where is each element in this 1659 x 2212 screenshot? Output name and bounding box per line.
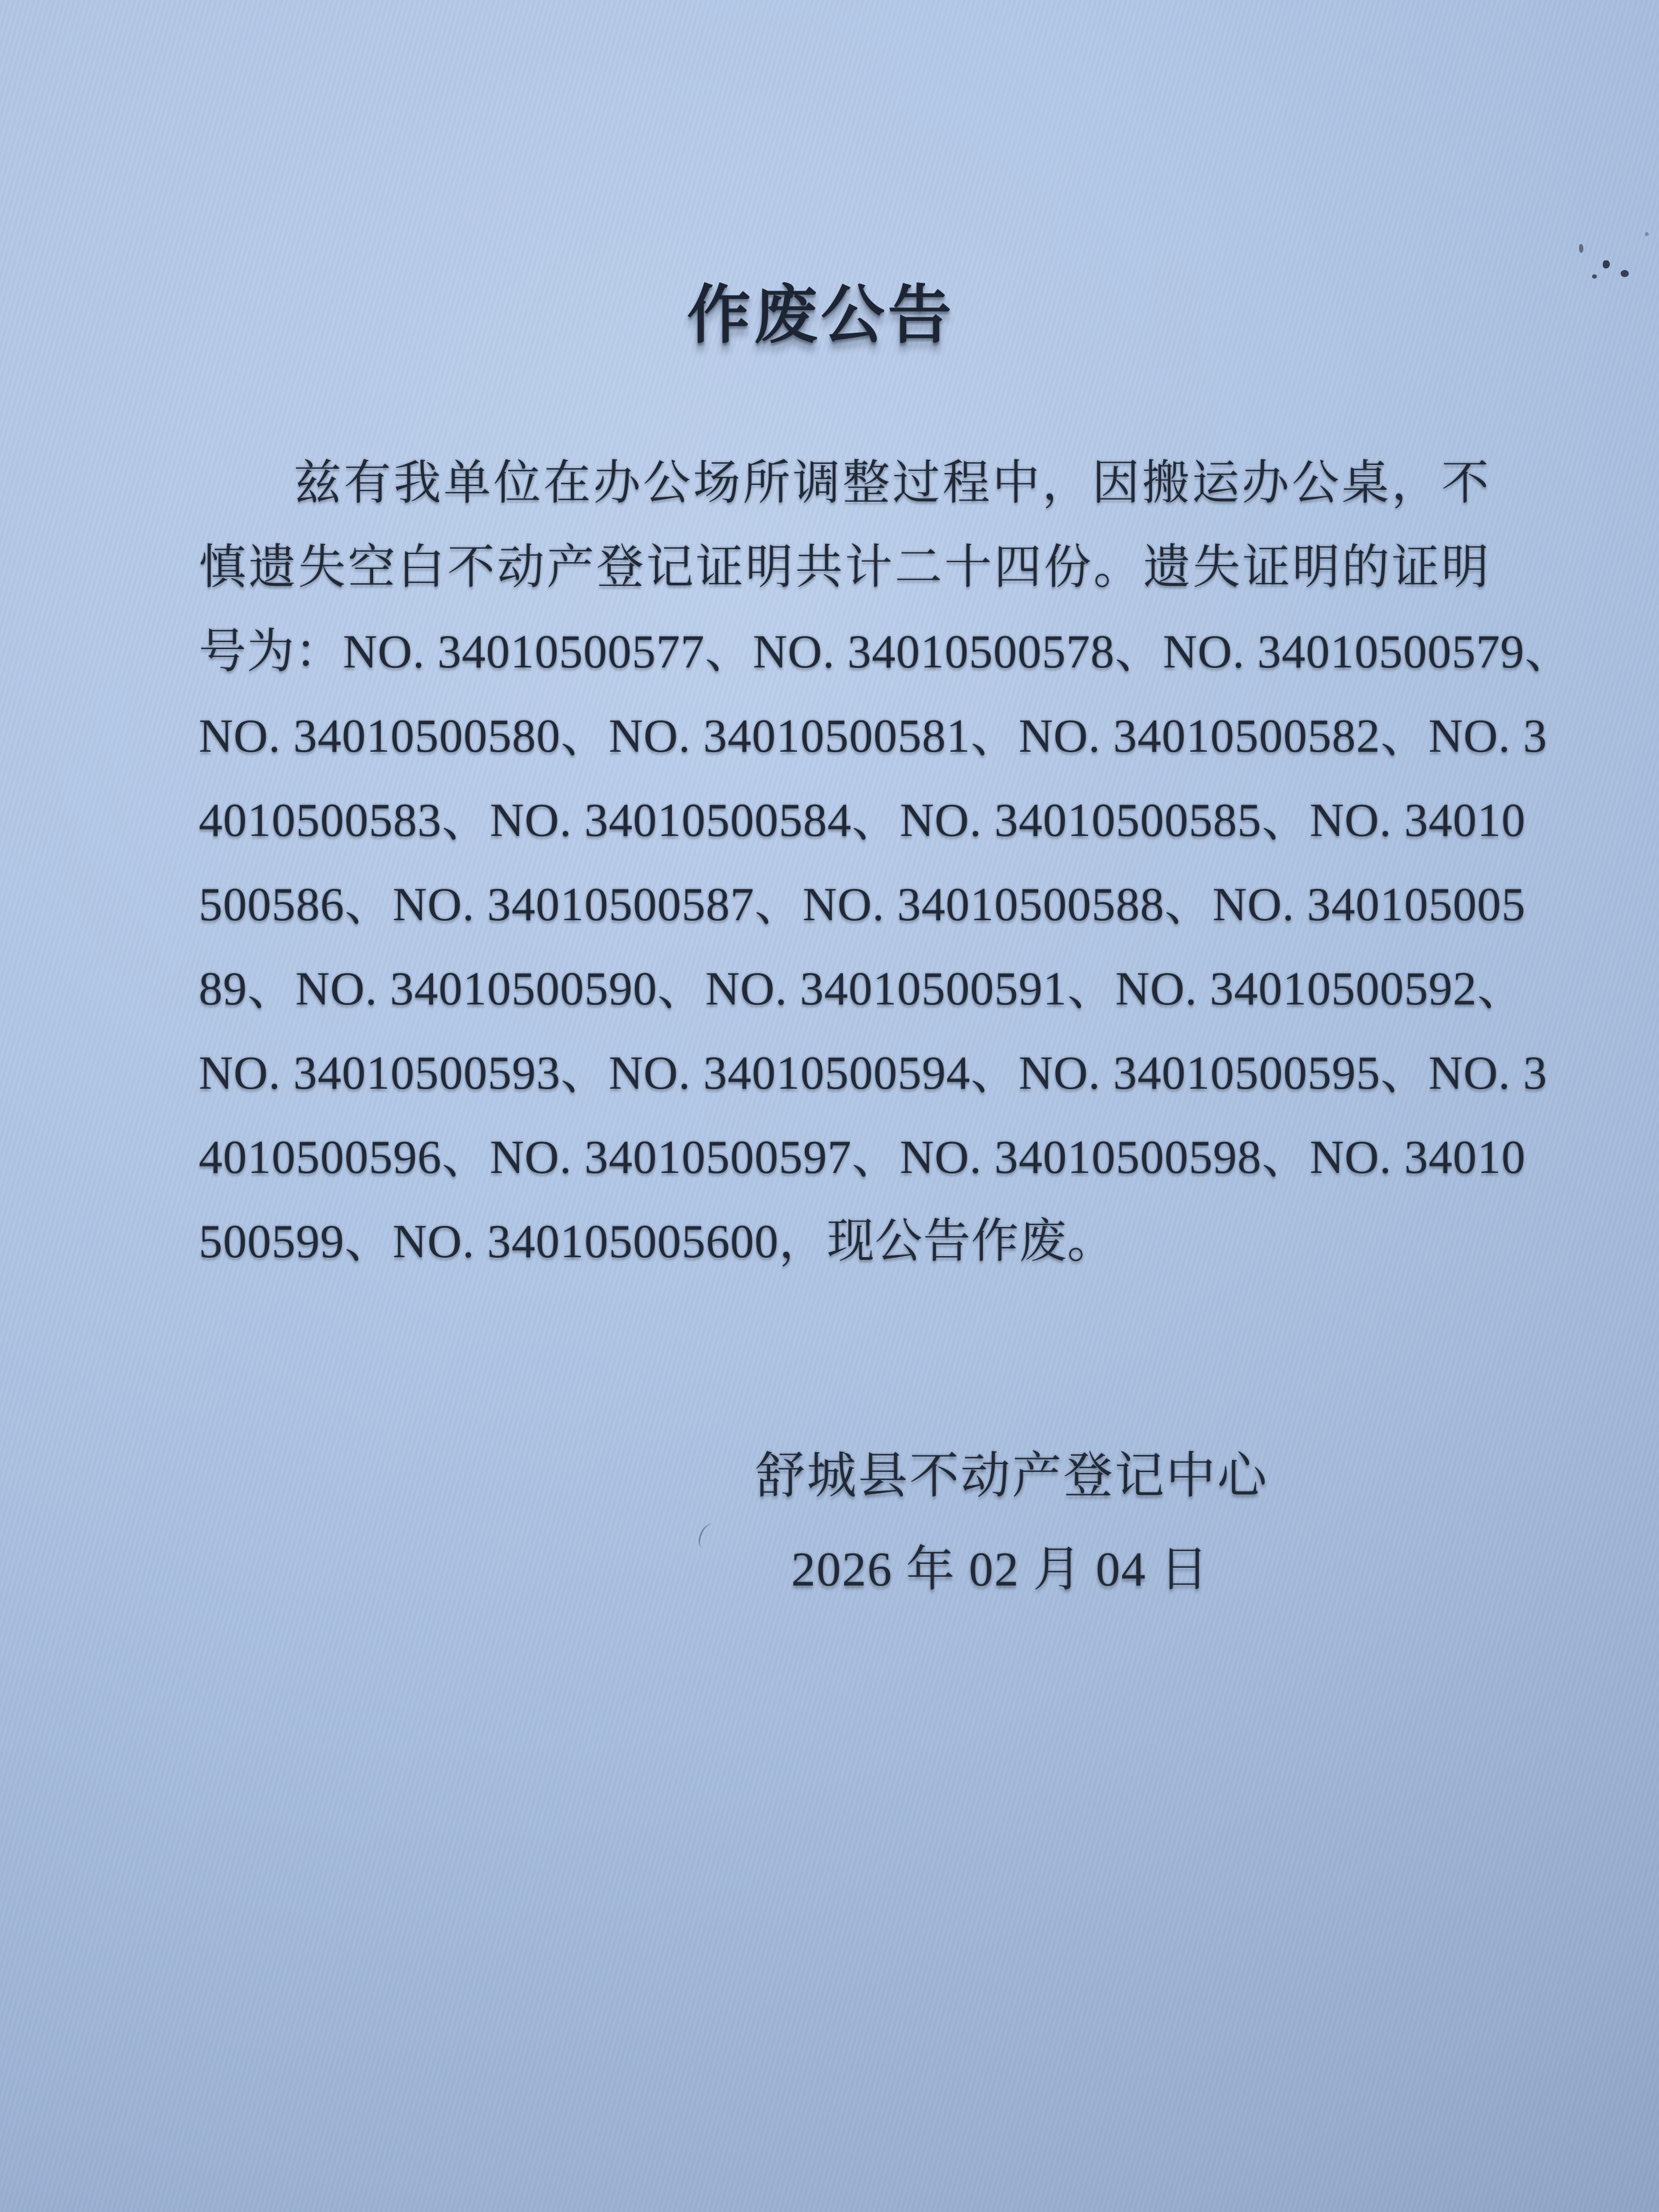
page-title: 作废公告: [686, 280, 955, 351]
body-line: 兹有我单位在办公场所调整过程中，因搬运办公桌，不: [294, 457, 1489, 510]
body-line: 4010500596、NO. 34010500597、NO. 34010500598、NO. 34010: [199, 1131, 1526, 1184]
ink-speckle: [1592, 274, 1597, 279]
ink-speckle: [1645, 232, 1649, 236]
issuer-signature: 舒城县不动产登记中心: [755, 1448, 1269, 1503]
body-line: 500599、NO. 340105005600，现公告作废。: [199, 1216, 1116, 1268]
body-line: NO. 34010500593、NO. 34010500594、NO. 34010500595、NO. 3: [199, 1047, 1548, 1100]
body-line: 89、NO. 34010500590、NO. 34010500591、NO. 34010500592、: [199, 963, 1526, 1015]
issue-date: 2026 年 02 月 04 日: [791, 1543, 1210, 1596]
body-line: 号为：NO. 34010500577、NO. 34010500578、NO. 34010500579、: [199, 626, 1573, 678]
ink-speckle: [1621, 270, 1629, 277]
body-line: 4010500583、NO. 34010500584、NO. 34010500585、NO. 34010: [199, 794, 1526, 847]
notice-paragraph: [199, 442, 1573, 1284]
body-line: 慎遗失空白不动产登记证明共计二十四份。遗失证明的证明: [199, 542, 1489, 594]
ink-speckle: [1579, 244, 1583, 253]
body-line: 500586、NO. 34010500587、NO. 34010500588、NO. 340105005: [199, 879, 1526, 931]
paper-hair-mark: [696, 1521, 719, 1551]
body-line: NO. 34010500580、NO. 34010500581、NO. 34010500582、NO. 3: [199, 710, 1548, 763]
